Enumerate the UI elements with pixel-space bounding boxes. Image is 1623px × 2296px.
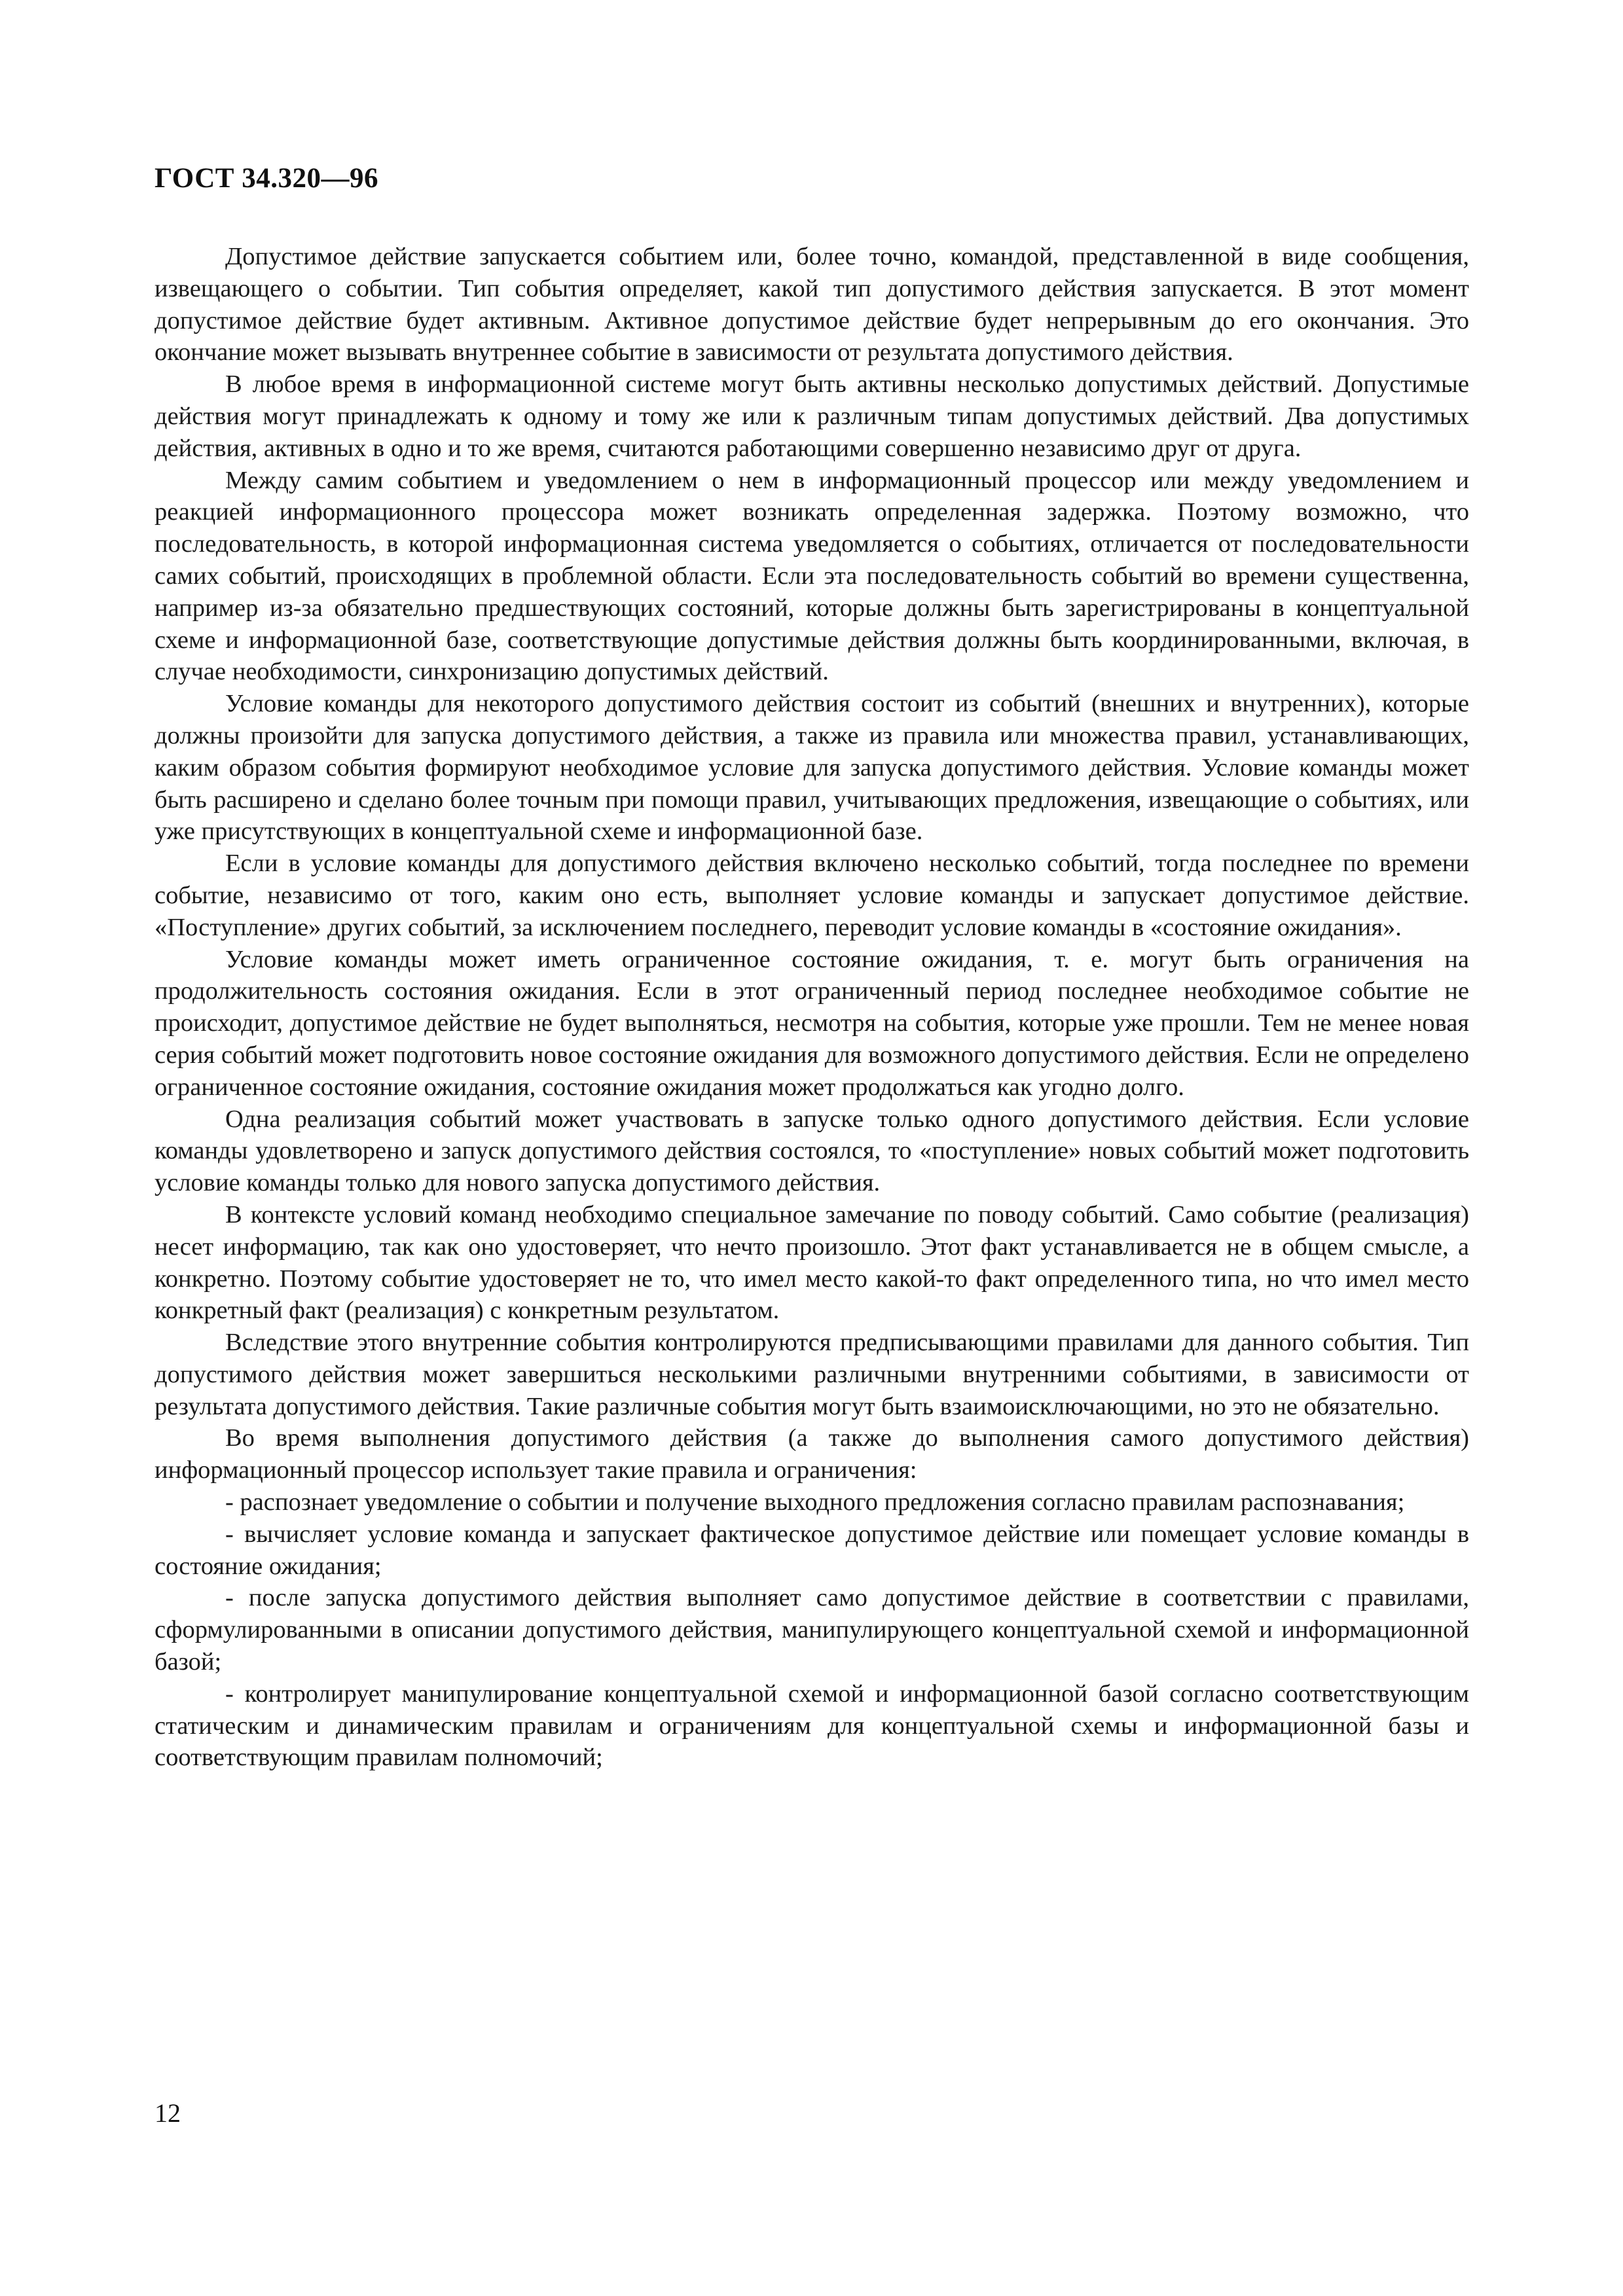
list-item: - распознает уведомление о событии и получение выходного предложения согласно правилам распознавания;	[225, 1488, 1405, 1516]
paragraph: Допустимое действие запускается событием или, более точно, командой, представленной в виде сообщения, извещающего о событии. Тип события определяет, какой тип допустимого действия запускается. В этот момент допустимое действие будет активным. Активное допустимое действие будет непрерывным до его окончания. Это окончание может вызывать внутреннее событие в зависимости от результата допустимого действия.	[155, 243, 1469, 367]
paragraph: Между самим событием и уведомлением о нем в информационный процессор или между уведомлением и реакцией информационного процессора может возникать определенная задержка. Поэтому возможно, что последовательность, в которой информационная система уведомляется о событиях, отличается от последовательности самих событий, происходящих в проблемной области. Если эта последовательность событий во времени существенна, например из-за обязательно предшествующих состояний, которые должны быть зарегистрированы в концептуальной схеме и информационной базе, соответствующие допустимые действия должны быть координированными, включая, в случае необходимости, синхронизацию допустимых действий.	[155, 466, 1469, 686]
paragraph: Во время выполнения допустимого действия (а также до выполнения самого допустимого действия) информационный процессор использует такие правила и ограничения:	[155, 1424, 1469, 1484]
paragraph: В контексте условий команд необходимо специальное замечание по поводу событий. Само событие (реализация) несет информацию, так как оно удостоверяет, что нечто произошло. Этот факт устанавливается не в общем смысле, а конкретно. Поэтому событие удостоверяет не то, что имел место какой-то факт определенного типа, но что имел место конкретный факт (реализация) с конкретным результатом.	[155, 1200, 1469, 1325]
paragraph: Одна реализация событий может участвовать в запуске только одного допустимого действия. Если условие команды удовлетворено и запуск допустимого действия состоялся, то «поступление» новых событий может подготовить условие команды только для нового запуска допустимого действия.	[155, 1105, 1469, 1197]
list-item: - вычисляет условие команда и запускает фактическое допустимое действие или помещает условие команды в состояние ожидания;	[155, 1520, 1469, 1580]
paragraph: Условие команды для некоторого допустимого действия состоит из событий (внешних и внутренних), которые должны произойти для запуска допустимого действия, а также из правила или множества правил, устанавливающих, каким образом события формируют необходимое условие для запуска допустимого действия. Условие команды может быть расширено и сделано более точным при помощи правил, учитывающих предложения, извещающие о событиях, или уже присутствующих в концептуальной схеме и информационной базе.	[155, 690, 1469, 846]
page-number: 12	[155, 2098, 181, 2128]
paragraph: Условие команды может иметь ограниченное состояние ожидания, т. е. могут быть ограничения на продолжительность состояния ожидания. Если в этот ограниченный период последнее необходимое событие не происходит, допустимое действие не будет выполняться, несмотря на события, которые уже прошли. Тем не менее новая серия событий может подготовить новое состояние ожидания для возможного допустимого действия. Если не определено ограниченное состояние ожидания, состояние ожидания может продолжаться как угодно долго.	[155, 945, 1469, 1101]
paragraph: В любое время в информационной системе могут быть активны несколько допустимых действий. Допустимые действия могут принадлежать к одному и тому же или к различным типам допустимых действий. Два допустимых действия, активных в одно и то же время, считаются работающими совершенно независимо друг от друга.	[155, 370, 1469, 462]
list-item: - после запуска допустимого действия выполняет само допустимое действие в соответствии с правилами, сформулированными в описании допустимого действия, манипулирующего концептуальной схемой и информационной базой;	[155, 1584, 1469, 1676]
paragraph: Если в условие команды для допустимого действия включено несколько событий, тогда последнее по времени событие, независимо от того, каким оно есть, выполняет условие команды и запускает допустимое действие. «Поступление» других событий, за исключением последнего, переводит условие команды в «состояние ожидания».	[155, 850, 1469, 941]
paragraph: Вследствие этого внутренние события контролируются предписывающими правилами для данного события. Тип допустимого действия может завершиться несколькими различными внутренними событиями, в зависимости от результата допустимого действия. Такие различные события могут быть взаимоисключающими, но это не обязательно.	[155, 1329, 1469, 1420]
document-body	[155, 241, 1469, 1774]
document-header: ГОСТ 34.320—96	[155, 163, 378, 194]
list-item: - контролирует манипулирование концептуальной схемой и информационной базой согласно соответствующим статическим и динамическим правилам и ограничениям для концептуальной схемы и информационной базы и соответствующим правилам полномочий;	[155, 1679, 1469, 1772]
